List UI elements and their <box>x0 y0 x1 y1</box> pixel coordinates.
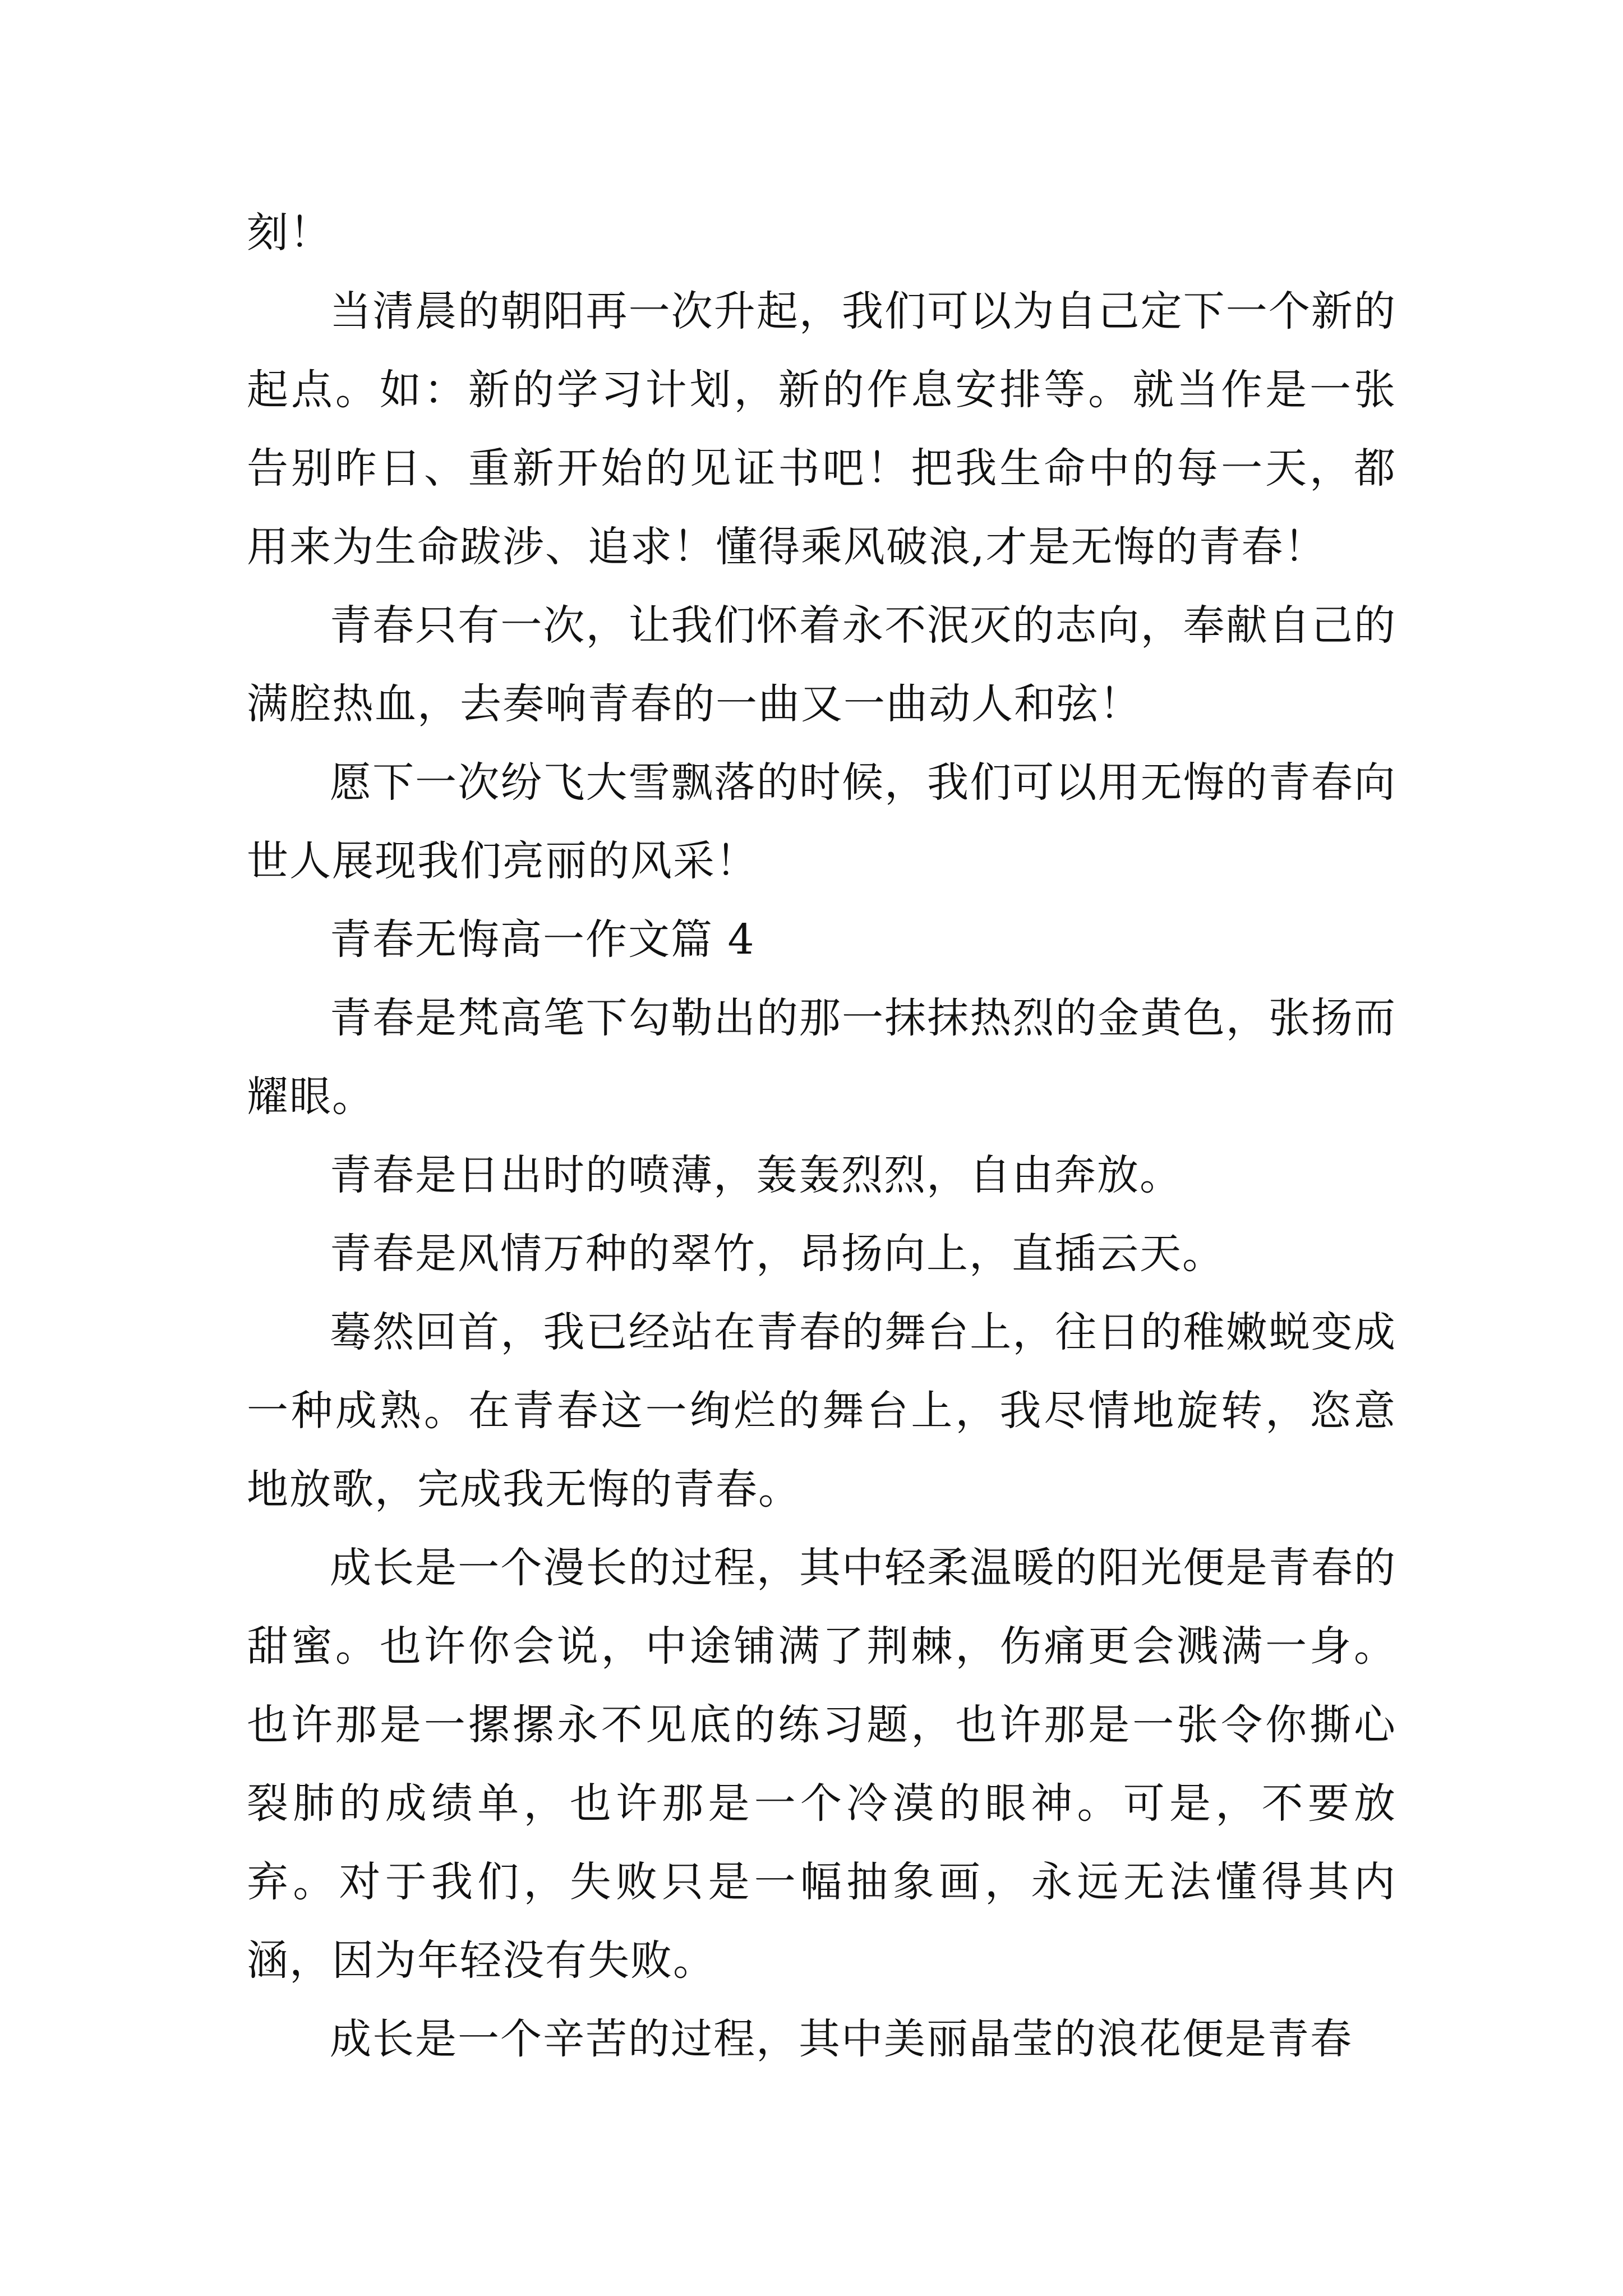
paragraph: 青春只有一次，让我们怀着永不泯灭的志向，奉献自己的满腔热血，去奏响青春的一曲又一曲动人和弦！ <box>247 601 1396 728</box>
paragraph: 成长是一个辛苦的过程，其中美丽晶莹的浪花便是青春 <box>330 2015 1353 2063</box>
paragraph: 愿下一次纷飞大雪飘落的时候，我们可以用无悔的青春向世人展现我们亮丽的风采！ <box>247 758 1396 885</box>
paragraph: 青春是日出时的喷薄，轰轰烈烈，自由奔放。 <box>330 1151 1182 1199</box>
document-body <box>247 194 1396 2078</box>
section-heading: 青春无悔高一作文篇 4 <box>330 915 755 964</box>
paragraph: 当清晨的朝阳再一次升起，我们可以为自己定下一个新的起点。如：新的学习计划，新的作息安排等。就当作是一张告别昨日、重新开始的见证书吧！把我生命中的每一天，都用来为生命跋涉、追求！懂得乘风破浪,才是无悔的青春！ <box>247 287 1396 571</box>
paragraph: 青春是梵高笔下勾勒出的那一抹抹热烈的金黄色，张扬而耀眼。 <box>247 994 1396 1121</box>
paragraph: 蓦然回首，我已经站在青春的舞台上，往日的稚嫩蜕变成一种成熟。在青春这一绚烂的舞台上，我尽情地旋转，恣意地放歌，完成我无悔的青春。 <box>247 1308 1396 1513</box>
paragraph: 青春是风情万种的翠竹，昂扬向上，直插云天。 <box>330 1230 1225 1278</box>
paragraph-continuation: 刻！ <box>247 209 332 257</box>
paragraph: 成长是一个漫长的过程，其中轻柔温暖的阳光便是青春的甜蜜。也许你会说，中途铺满了荆棘，伤痛更会溅满一身。也许那是一摞摞永不见底的练习题，也许那是一张令你撕心裂肺的成绩单，也许那是一个冷漠的眼神。可是，不要放弃。对于我们，失败只是一幅抽象画，永远无法懂得其内涵，因为年轻没有失败。 <box>247 1544 1396 1985</box>
